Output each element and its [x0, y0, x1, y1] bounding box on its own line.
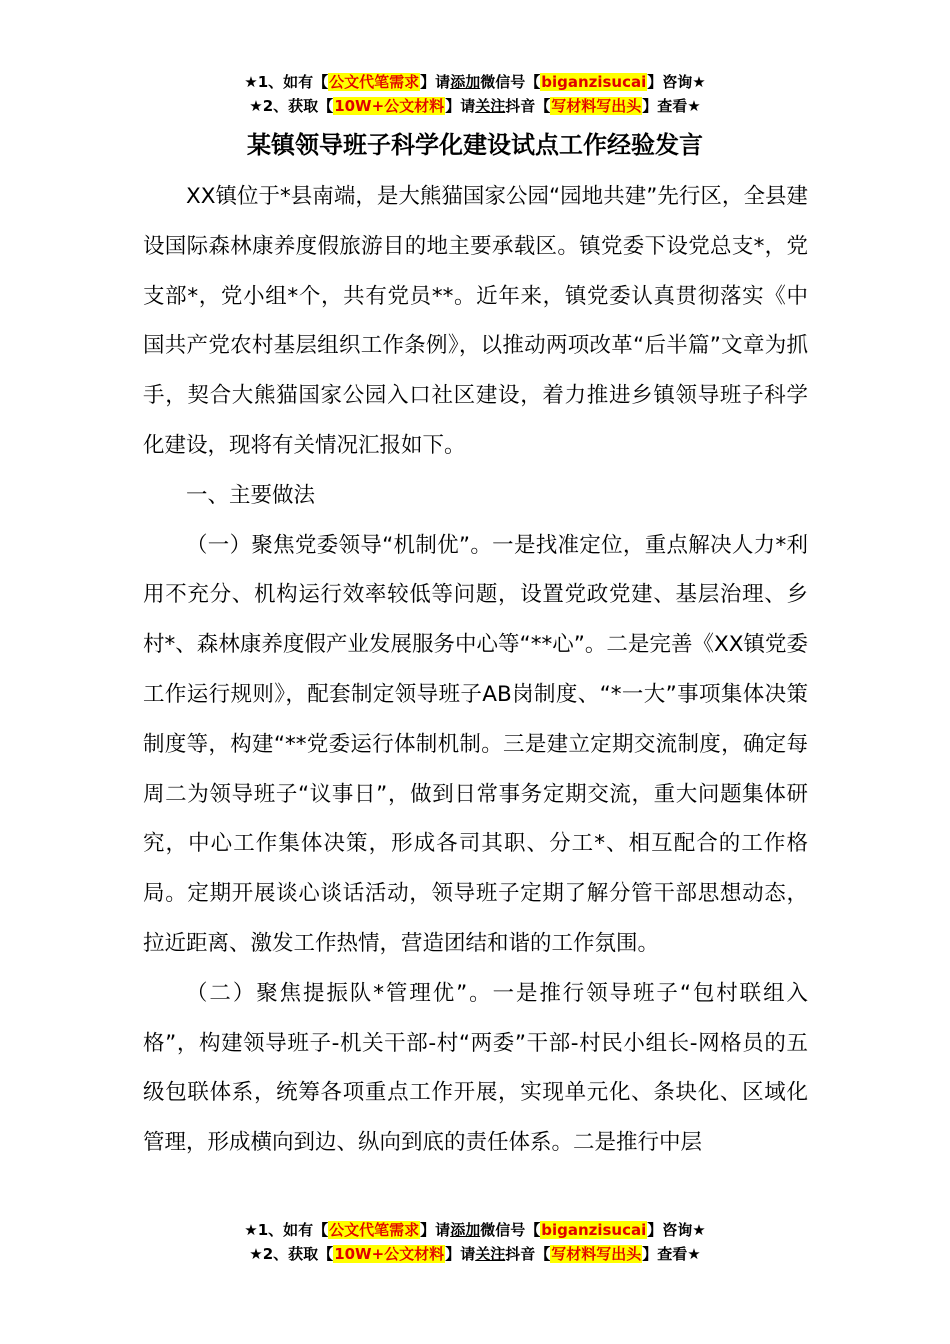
- banner-text: ★2、获取【: [249, 1245, 334, 1263]
- banner-highlight: 公文代笔需求: [329, 73, 420, 91]
- header-banner: [0, 70, 950, 118]
- banner-text: ★1、如有【: [244, 73, 329, 91]
- banner-text: 】请: [420, 1221, 451, 1239]
- banner-text: 微信号【: [480, 73, 541, 91]
- banner-line-2: [0, 1242, 950, 1266]
- section-heading: 一、主要做法: [186, 482, 316, 508]
- banner-text: 】查看★: [642, 97, 701, 115]
- banner-line-1: [0, 70, 950, 94]
- banner-line-2: [0, 94, 950, 118]
- banner-highlight: 写材料写出头: [551, 1245, 642, 1263]
- banner-highlight: biganzisucai: [541, 73, 647, 91]
- banner-text: 微信号【: [480, 1221, 541, 1239]
- banner-highlight: biganzisucai: [541, 1221, 647, 1239]
- paragraph-item-2: （二）聚焦提振队*管理优”。一是推行领导班子“包村联组入格”，构建领导班子-机关干部-村“两委”干部-村民小组长-网格员的五级包联体系，统筹各项重点工作开展，实现单元化、条块化、区域化管理，形成横向到边、纵向到底的责任体系。二是推行中层: [143, 980, 808, 1156]
- banner-highlight: 10W+公文材料: [334, 97, 445, 115]
- paragraph-item-1: （一）聚焦党委领导“机制优”。一是找准定位，重点解决人力*利用不充分、机构运行效率较低等问题，设置党政党建、基层治理、乡村*、森林康养度假产业发展服务中心等“**心”。二是完善《XX镇党委工作运行规则》，配套制定领导班子AB岗制度、“*一大”事项集体决策制度等，构建“**党委运行体制机制。三是建立定期交流制度，确定每周二为领导班子“议事日”，做到日常事务定期交流，重大问题集体研究，中心工作集体决策，形成各司其职、分工*、相互配合的工作格局。定期开展谈心谈话活动，领导班子定期了解分管干部思想动态，拉近距离、激发工作热情，营造团结和谐的工作氛围。: [143, 532, 808, 956]
- banner-text: 】请: [445, 1245, 476, 1263]
- banner-text: ★1、如有【: [244, 1221, 329, 1239]
- banner-text: 抖音【: [505, 1245, 551, 1263]
- banner-text: 】咨询★: [647, 1221, 706, 1239]
- banner-underline: 关注: [475, 1245, 506, 1263]
- banner-text: 】查看★: [642, 1245, 701, 1263]
- footer-banner: [0, 1218, 950, 1266]
- paragraph-intro: XX镇位于*县南端，是大熊猫国家公园“园地共建”先行区，全县建设国际森林康养度假旅游目的地主要承载区。镇党委下设党总支*，党支部*，党小组*个，共有党员**。近年来，镇党委认真贯彻落实《中国共产党农村基层组织工作条例》，以推动两项改革“后半篇”文章为抓手，契合大熊猫国家公园入口社区建设，着力推进乡镇领导班子科学化建设，现将有关情况汇报如下。: [143, 184, 808, 458]
- banner-highlight: 写材料写出头: [551, 97, 642, 115]
- banner-underline: 添加: [450, 73, 481, 91]
- banner-text: 】咨询★: [647, 73, 706, 91]
- banner-text: 】请: [445, 97, 476, 115]
- banner-underline: 添加: [450, 1221, 481, 1239]
- banner-text: 】请: [420, 73, 451, 91]
- banner-text: ★2、获取【: [249, 97, 334, 115]
- banner-line-1: [0, 1218, 950, 1242]
- banner-highlight: 10W+公文材料: [334, 1245, 445, 1263]
- banner-text: 抖音【: [505, 97, 551, 115]
- document-title: 某镇领导班子科学化建设试点工作经验发言: [247, 131, 703, 159]
- document-body: [143, 172, 808, 1168]
- banner-underline: 关注: [475, 97, 506, 115]
- banner-highlight: 公文代笔需求: [329, 1221, 420, 1239]
